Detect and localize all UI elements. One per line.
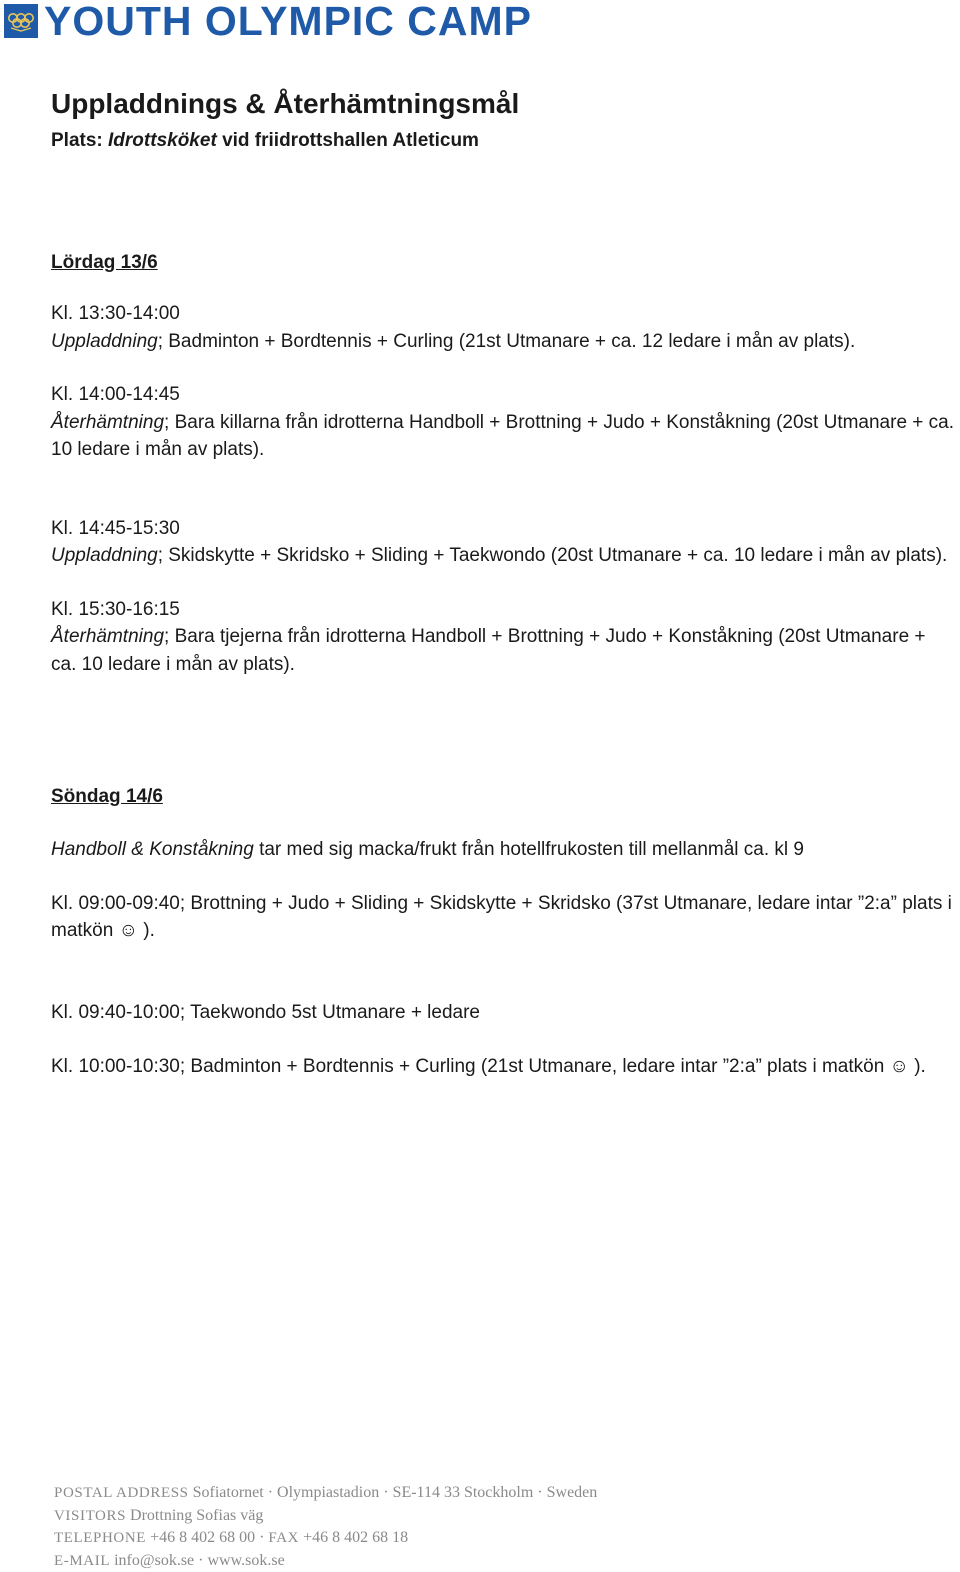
schedule-entry (51, 381, 956, 464)
schedule-entry (51, 515, 956, 570)
location-detail: vid friidrottshallen Atleticum (222, 130, 479, 151)
footer-fax-value: +46 8 402 68 18 (303, 1529, 408, 1546)
entry-text: ; Bara killarna från idrotterna Handboll + Brottning + Judo + Konståkning (20st Utmanare + ca. 10 ledare i mån av plats). (51, 412, 954, 461)
schedule-entry (51, 596, 956, 679)
footer-visitors-label: VISITORS (54, 1508, 126, 1524)
entry-text: ; Badminton + Bordtennis + Curling (21st Utmanare + ca. 12 ledare i mån av plats). (158, 331, 856, 352)
location-label: Plats: (51, 130, 103, 151)
footer-phone (54, 1527, 597, 1550)
entry-text: ; Bara tjejerna från idrotterna Handboll + Brottning + Judo + Konståkning (20st Utmanare + ca. 10 ledare i mån av plats). (51, 626, 926, 675)
entry-type: Uppladdning (51, 545, 158, 566)
document-body (51, 86, 956, 1081)
location-line (51, 128, 956, 154)
sunday-note-text: tar med sig macka/frukt från hotellfrukosten till mellanmål ca. kl 9 (254, 839, 804, 860)
footer-fax-label: FAX (268, 1530, 299, 1546)
entry-time: Kl. 14:00-14:45 (51, 381, 956, 409)
footer-email (54, 1550, 597, 1572)
footer-postal (54, 1482, 597, 1505)
location-venue: Idrottsköket (108, 130, 217, 151)
entry-time: Kl. 14:45-15:30 (51, 515, 956, 543)
page-header (4, 0, 532, 42)
footer-email-value: info@sok.se · www.sok.se (114, 1552, 285, 1569)
sunday-note (51, 836, 956, 864)
entry-description (51, 542, 956, 570)
entry-description (51, 328, 956, 356)
olympic-rings-icon (4, 4, 38, 38)
footer-telephone-label: TELEPHONE (54, 1530, 146, 1546)
entry-time: Kl. 15:30-16:15 (51, 596, 956, 624)
page-footer (54, 1482, 597, 1572)
footer-telephone-value: +46 8 402 68 00 (150, 1529, 255, 1546)
entry-time: Kl. 13:30-14:00 (51, 300, 956, 328)
schedule-entry (51, 300, 956, 355)
entry-description (51, 623, 956, 678)
logo-text: YOUTH OLYMPIC CAMP (44, 1, 532, 42)
footer-visitors (54, 1505, 597, 1528)
footer-email-label: E-MAIL (54, 1553, 110, 1569)
footer-postal-value: Sofiatornet · Olympiastadion · SE-114 33 Stockholm · Sweden (193, 1484, 598, 1501)
schedule-entry: Kl. 09:00-09:40; Brottning + Judo + Sliding + Skidskytte + Skridsko (37st Utmanare, ledare intar ”2:a” plats i matkön ☺ ). (51, 890, 956, 945)
footer-visitors-value: Drottning Sofias väg (130, 1507, 263, 1524)
entry-text: ; Skidskytte + Skridsko + Sliding + Taekwondo (20st Utmanare + ca. 10 ledare i mån av plats). (158, 545, 948, 566)
footer-postal-label: POSTAL ADDRESS (54, 1485, 189, 1501)
sunday-heading: Söndag 14/6 (51, 784, 956, 810)
saturday-heading: Lördag 13/6 (51, 250, 956, 276)
entry-type: Återhämtning (51, 626, 164, 647)
sunday-note-sports: Handboll & Konståkning (51, 839, 254, 860)
footer-separator: · (259, 1529, 264, 1546)
entry-type: Återhämtning (51, 412, 164, 433)
entry-type: Uppladdning (51, 331, 158, 352)
entry-description (51, 409, 956, 464)
schedule-entry: Kl. 09:40-10:00; Taekwondo 5st Utmanare + ledare (51, 999, 956, 1027)
page-title: Uppladdnings & Återhämtningsmål (51, 86, 956, 122)
schedule-entry: Kl. 10:00-10:30; Badminton + Bordtennis + Curling (21st Utmanare, ledare intar ”2:a” plats i matkön ☺ ). (51, 1053, 956, 1081)
